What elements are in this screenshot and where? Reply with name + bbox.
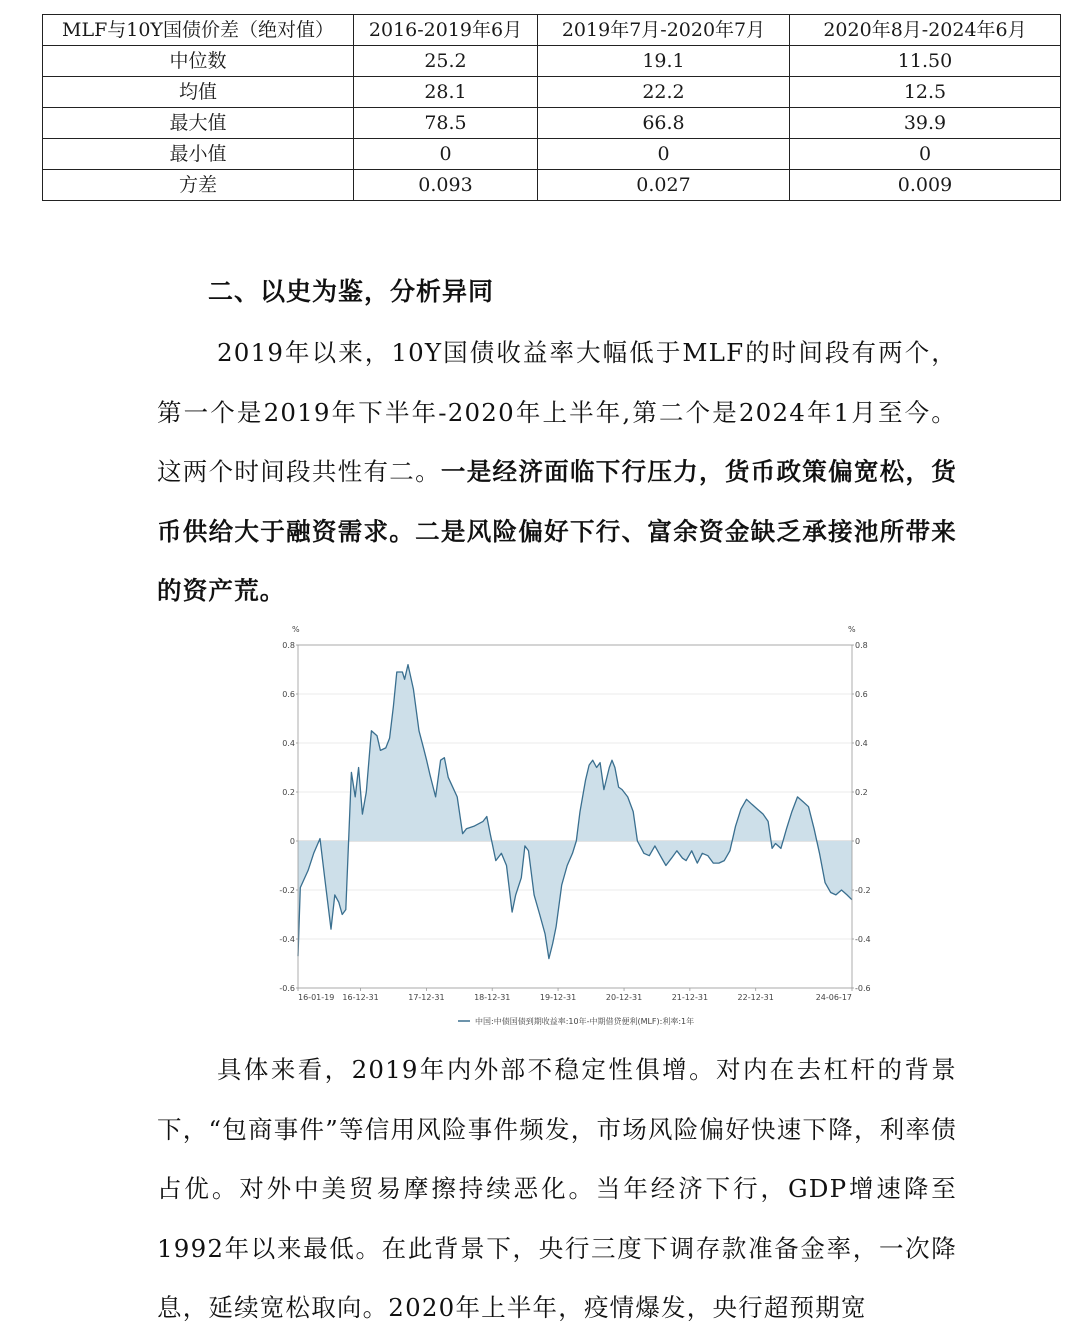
spread-statistics-table	[42, 14, 1061, 201]
table-cell: 0	[790, 139, 1061, 170]
y-tick-label-left: 0	[289, 837, 295, 846]
table-cell: 78.5	[354, 108, 538, 139]
table-cell: 25.2	[354, 46, 538, 77]
paragraph-bold-text: 一是经济面临下行压力，货币政策偏宽松，货币供给大于融资需求。二是风险偏好下行、富余资金缺乏承接池所带来的资产荒。	[157, 457, 958, 605]
table-header-cell: 2019年7月-2020年7月	[538, 15, 790, 46]
table-row	[43, 108, 1061, 139]
y-tick-label-left: 0.4	[282, 739, 295, 748]
section-heading: 二、以史为鉴，分析异同	[208, 277, 495, 306]
x-tick-label: 20-12-31	[605, 993, 643, 1002]
y-tick-label-right: 0.2	[855, 788, 868, 797]
table-cell: 39.9	[790, 108, 1061, 139]
table-cell: 中位数	[43, 46, 354, 77]
table-cell: 最大值	[43, 108, 354, 139]
y-tick-label-left: 0.8	[282, 641, 295, 650]
x-tick-label: 21-12-31	[671, 993, 709, 1002]
y-tick-label-right: 0.8	[855, 641, 868, 650]
table-cell: 0.027	[538, 170, 790, 201]
y-tick-label-right: 0.6	[855, 690, 868, 699]
legend-label: 中国:中债国债到期收益率:10年-中期借贷便利(MLF):利率:1年	[475, 1017, 695, 1026]
table-header-cell: MLF与10Y国债价差（绝对值）	[43, 15, 354, 46]
chart-legend	[458, 1016, 694, 1026]
x-tick-label: 18-12-31	[474, 993, 511, 1002]
x-tick-label: 16-01-19	[298, 993, 335, 1002]
table-cell: 12.5	[790, 77, 1061, 108]
paragraph-details: 具体来看，2019年内外部不稳定性俱增。对内在去杠杆的背景下，“包商事件”等信用风险事件频发，市场风险偏好快速下降，利率债占优。对外中美贸易摩擦持续恶化。当年经济下行，GDP增速降至1992年以来最低。在此背景下，央行三度下调存款准备金率，一次降息，延续宽松取向。2020年上半年，疫情爆发，央行超预期宽	[157, 1055, 957, 1322]
y-axis-unit-left: %	[292, 625, 300, 634]
table-row	[43, 139, 1061, 170]
y-tick-label-left: -0.4	[279, 935, 295, 944]
table-cell: 0.009	[790, 170, 1061, 201]
table-cell: 28.1	[354, 77, 538, 108]
y-tick-label-left: 0.6	[282, 690, 295, 699]
paragraph-similarities	[157, 323, 957, 621]
table-header-cell: 2016-2019年6月	[354, 15, 538, 46]
y-tick-label-left: -0.2	[279, 886, 295, 895]
x-tick-label: 17-12-31	[408, 993, 445, 1002]
x-tick-label: 16-12-31	[342, 993, 379, 1002]
table-cell: 0.093	[354, 170, 538, 201]
table-cell: 方差	[43, 170, 354, 201]
y-tick-label-right: -0.4	[855, 935, 871, 944]
table-row	[43, 46, 1061, 77]
x-tick-label: 22-12-31	[737, 993, 774, 1002]
spread-area-chart	[270, 620, 880, 1035]
table-cell: 66.8	[538, 108, 790, 139]
table-cell: 0	[354, 139, 538, 170]
y-tick-label-left: -0.6	[279, 984, 295, 993]
table-row	[43, 77, 1061, 108]
paragraph-text: 2019年以来，10Y国债收益率大幅低于MLF的时间段有两个，第一个是2019年下半年-2020年上半年,第二个是2024年1月至今。这两个时间段共性有二。	[157, 338, 957, 486]
y-tick-label-right: 0	[855, 837, 861, 846]
x-tick-label: 24-06-17	[815, 993, 852, 1002]
x-tick-label: 19-12-31	[539, 993, 577, 1002]
table-cell: 均值	[43, 77, 354, 108]
y-tick-label-left: 0.2	[282, 788, 295, 797]
table-cell: 22.2	[538, 77, 790, 108]
table-header-cell: 2020年8月-2024年6月	[790, 15, 1061, 46]
y-axis-unit-right: %	[848, 625, 856, 634]
y-tick-label-right: -0.6	[855, 984, 871, 993]
y-tick-label-right: 0.4	[855, 739, 868, 748]
table-cell: 最小值	[43, 139, 354, 170]
y-tick-label-right: -0.2	[855, 886, 871, 895]
table-cell: 19.1	[538, 46, 790, 77]
table-row	[43, 170, 1061, 201]
table-header-row	[43, 15, 1061, 46]
table-cell: 0	[538, 139, 790, 170]
table-cell: 11.50	[790, 46, 1061, 77]
